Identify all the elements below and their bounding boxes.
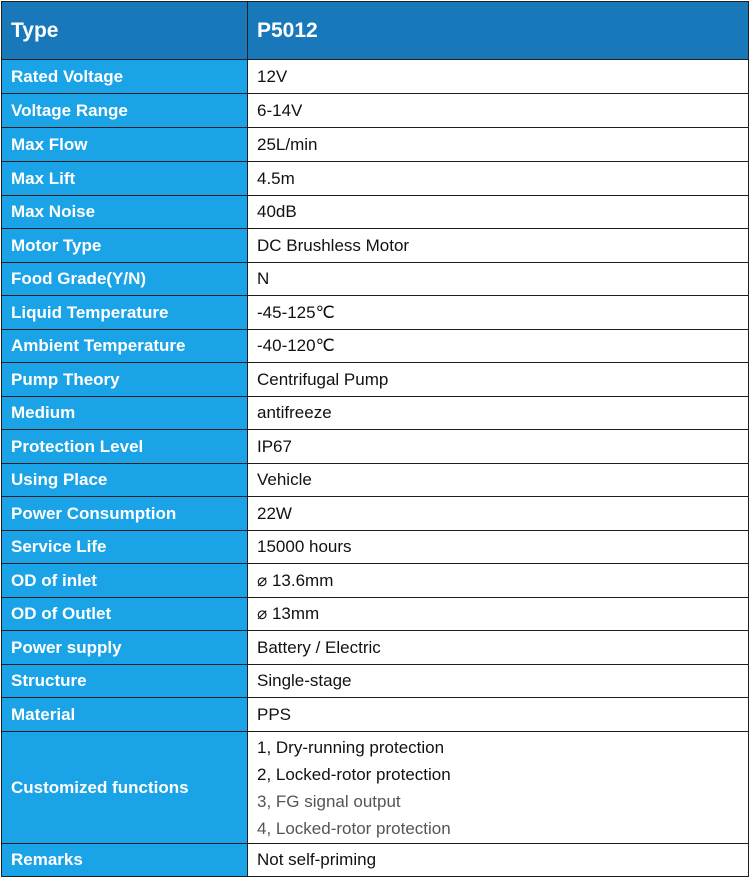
spec-label: Motor Type [2,229,248,263]
spec-row [2,263,749,296]
spec-label: Pump Theory [2,363,248,397]
spec-row [2,94,749,128]
spec-row [2,531,749,564]
customized-item: 4, Locked-rotor protection [257,818,451,838]
spec-row [2,60,749,94]
spec-label: Rated Voltage [2,60,248,94]
spec-value: ⌀ 13mm [248,598,749,631]
spec-row [2,296,749,330]
spec-value: Single-stage [248,665,749,698]
spec-value: Vehicle [248,464,749,497]
spec-value: -40-120℃ [248,330,749,363]
customized-item: 2, Locked-rotor protection [257,764,451,784]
header-row [2,2,749,60]
spec-label: OD of inlet [2,564,248,598]
remarks-row [2,844,749,877]
spec-label: Using Place [2,464,248,497]
spec-label: Max Noise [2,196,248,229]
spec-label: Power Consumption [2,497,248,531]
model-header: P5012 [248,2,749,60]
spec-rows [2,60,749,732]
spec-row [2,698,749,732]
spec-value: ⌀ 13.6mm [248,564,749,598]
spec-label: Service Life [2,531,248,564]
spec-label: Protection Level [2,430,248,464]
spec-label: Voltage Range [2,94,248,128]
spec-row [2,128,749,162]
spec-row [2,330,749,363]
spec-value: IP67 [248,430,749,464]
spec-value: N [248,263,749,296]
spec-row [2,196,749,229]
spec-row [2,665,749,698]
spec-value: 40dB [248,196,749,229]
spec-row [2,598,749,631]
spec-row [2,430,749,464]
spec-row [2,397,749,430]
customized-item: 3, FG signal output [257,791,401,811]
remarks-value: Not self-priming [248,844,749,877]
spec-row [2,564,749,598]
spec-value: 12V [248,60,749,94]
spec-value: 25L/min [248,128,749,162]
spec-value: 4.5m [248,162,749,196]
spec-value: 6-14V [248,94,749,128]
spec-label: Medium [2,397,248,430]
spec-value: 22W [248,497,749,531]
remarks-label: Remarks [2,844,248,877]
type-header: Type [2,2,248,60]
spec-label: Power supply [2,631,248,665]
spec-value: PPS [248,698,749,732]
spec-value: Battery / Electric [248,631,749,665]
spec-label: Food Grade(Y/N) [2,263,248,296]
spec-label: OD of Outlet [2,598,248,631]
spec-value: DC Brushless Motor [248,229,749,263]
customized-row [2,732,749,844]
spec-row [2,162,749,196]
customized-label: Customized functions [2,732,248,844]
spec-row [2,229,749,263]
spec-label: Liquid Temperature [2,296,248,330]
spec-value: 15000 hours [248,531,749,564]
spec-value: antifreeze [248,397,749,430]
spec-row [2,464,749,497]
spec-row [2,497,749,531]
spec-label: Ambient Temperature [2,330,248,363]
spec-label: Structure [2,665,248,698]
spec-label: Max Flow [2,128,248,162]
spec-table [1,1,749,877]
customized-value [248,732,749,844]
spec-label: Material [2,698,248,732]
spec-value: Centrifugal Pump [248,363,749,397]
spec-row [2,363,749,397]
spec-row [2,631,749,665]
customized-item: 1, Dry-running protection [257,737,445,757]
spec-label: Max Lift [2,162,248,196]
spec-value: -45-125℃ [248,296,749,330]
